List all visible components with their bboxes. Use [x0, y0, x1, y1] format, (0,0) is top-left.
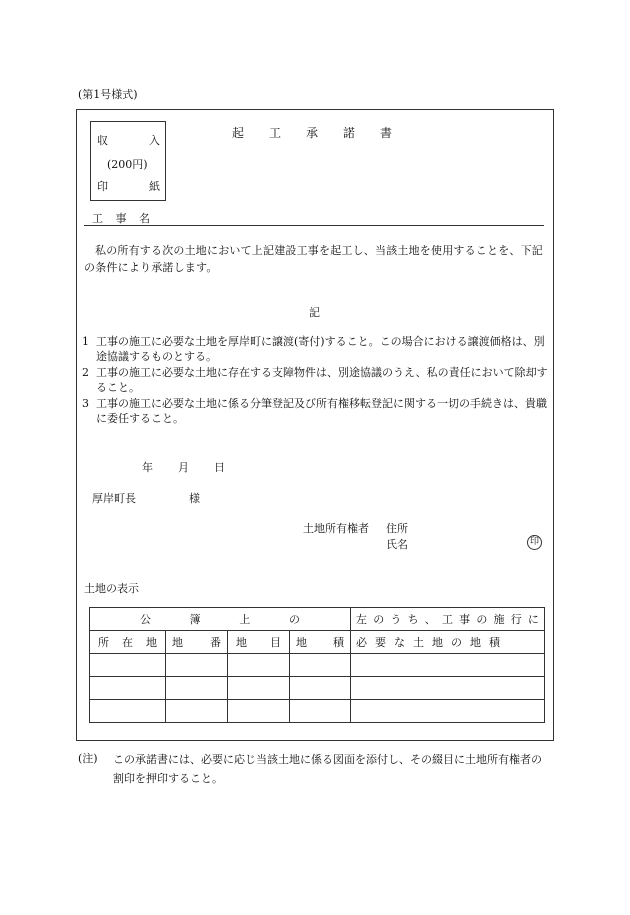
header-char: 積	[489, 636, 500, 649]
stamp-top-right: 入	[149, 134, 160, 147]
condition-text: 工事の施工に必要な土地に係る分筆登記及び所有権移転登記に関する一切の手続きは、貴職に委任すること。	[96, 397, 547, 425]
table-cell[interactable]	[290, 677, 351, 700]
header-char: 簿	[189, 613, 201, 626]
label-char: 事	[115, 212, 127, 225]
header-char: 行	[510, 613, 522, 626]
col-location	[90, 631, 166, 654]
owner-label: 土地所有権者	[303, 522, 369, 535]
header-char: な	[394, 636, 405, 649]
header-char: 番	[210, 636, 221, 649]
header-char: う	[390, 613, 402, 626]
label-char: 名	[139, 212, 150, 225]
header-char: 地	[470, 636, 481, 649]
header-char: 工	[441, 613, 453, 626]
header-char: 土	[413, 636, 424, 649]
stamp-top-left: 収	[97, 134, 108, 147]
title-char: 諾	[342, 126, 355, 140]
registry-header	[90, 608, 351, 631]
condition-text: 工事の施工に必要な土地を厚岸町に譲渡(寄付)すること。この場合における譲渡価格は、別途協議するものとする。	[96, 335, 545, 363]
date-day: 日	[214, 461, 225, 474]
title-char: 承	[305, 126, 318, 140]
header-char: 、	[424, 613, 436, 626]
header-char: 所	[98, 636, 109, 649]
table-cell[interactable]	[351, 677, 545, 700]
header-char: 地	[146, 636, 157, 649]
table-column-row	[90, 631, 545, 654]
header-char: の	[476, 613, 488, 626]
condition-number: 2	[82, 366, 89, 379]
header-char: 在	[122, 636, 133, 649]
condition-number: 3	[82, 397, 89, 410]
construction-name-underline	[84, 225, 544, 226]
note-label: (注)	[78, 752, 98, 765]
date-year: 年	[142, 461, 153, 474]
header-char: の	[451, 636, 462, 649]
table-row	[90, 654, 545, 677]
col-area	[290, 631, 351, 654]
table-cell[interactable]	[90, 654, 166, 677]
header-char: 要	[375, 636, 386, 649]
header-char: 公	[140, 613, 151, 626]
address-label: 住所	[386, 522, 408, 535]
title-char: 起	[232, 126, 245, 140]
addressee: 厚岸町長	[92, 492, 136, 505]
table-cell[interactable]	[90, 677, 166, 700]
table-row	[90, 700, 545, 723]
revenue-stamp-box	[90, 121, 166, 201]
header-char: 左	[356, 613, 367, 626]
table-header-row	[90, 608, 545, 631]
consent-paragraph: 私の所有する次の土地において上記建設工事を起工し、当該土地を使用することを、下記の条件により承諾します。	[84, 244, 543, 274]
table-cell[interactable]	[166, 677, 228, 700]
right-header-line2	[351, 631, 545, 654]
date-month: 月	[178, 461, 189, 474]
header-char: 積	[333, 636, 344, 649]
col-lot-number	[166, 631, 228, 654]
header-char: 上	[239, 613, 251, 626]
table-cell[interactable]	[290, 700, 351, 723]
condition-text: 工事の施工に必要な土地に存在する支障物件は、別途協議のうえ、私の責任において除却すること。	[96, 366, 548, 394]
table-cell[interactable]	[351, 654, 545, 677]
condition-number: 1	[82, 335, 89, 348]
table-cell[interactable]	[166, 654, 228, 677]
document-title	[232, 124, 392, 141]
label-char: 工	[92, 212, 103, 225]
construction-name-label	[92, 210, 150, 226]
header-char: の	[373, 613, 385, 626]
stamp-bottom-left: 印	[97, 180, 108, 193]
stamp-amount: (200円)	[107, 158, 148, 171]
header-char: 必	[356, 636, 367, 649]
header-char: の	[288, 613, 300, 626]
table-cell[interactable]	[166, 700, 228, 723]
land-table	[89, 607, 545, 723]
header-char: 事	[459, 613, 471, 626]
right-header-line1	[351, 608, 545, 631]
col-land-category	[228, 631, 290, 654]
note-text: この承諾書には、必要に応じ当該土地に係る図面を添付し、その綴目に土地所有権者の割印を押印すること。	[113, 753, 542, 785]
header-char: 目	[270, 636, 281, 649]
header-char: 施	[493, 613, 505, 626]
form-number-label: (第1号様式)	[78, 88, 138, 101]
seal-mark: 印	[527, 535, 542, 550]
ki-heading: 記	[309, 306, 320, 319]
header-char: 地	[172, 636, 183, 649]
header-char: に	[527, 613, 539, 626]
land-section-title: 土地の表示	[84, 582, 139, 595]
name-label: 氏名	[386, 538, 408, 551]
honorific: 様	[189, 492, 200, 505]
table-cell[interactable]	[290, 654, 351, 677]
table-cell[interactable]	[351, 700, 545, 723]
table-cell[interactable]	[228, 654, 290, 677]
title-char: 工	[268, 126, 281, 140]
table-row	[90, 677, 545, 700]
header-char: ち	[407, 613, 419, 626]
header-char: 地	[296, 636, 307, 649]
header-char: 地	[432, 636, 443, 649]
stamp-bottom-right: 紙	[149, 180, 160, 193]
header-char: 地	[236, 636, 247, 649]
table-cell[interactable]	[228, 677, 290, 700]
table-cell[interactable]	[228, 700, 290, 723]
title-char: 書	[379, 126, 392, 140]
table-cell[interactable]	[90, 700, 166, 723]
